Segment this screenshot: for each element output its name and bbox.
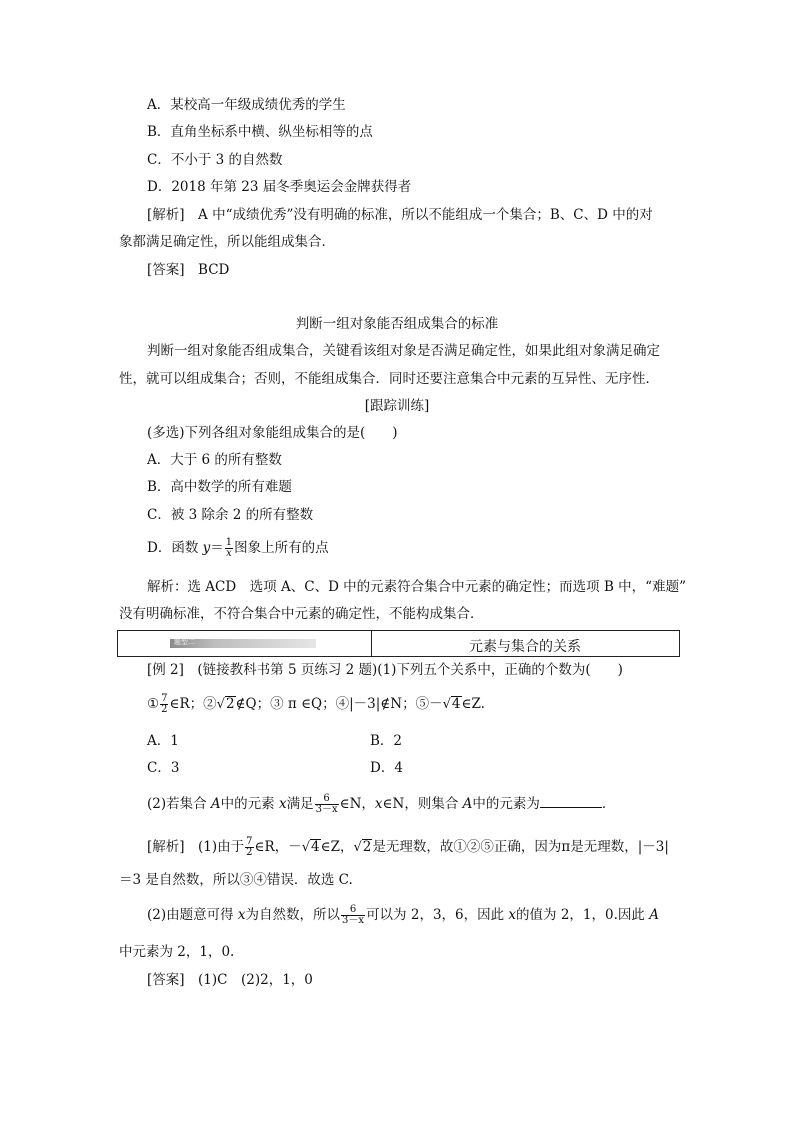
section-title: 元素与集合的关系 [469,639,581,655]
example-2-solution-line-4: 中元素为 2，1，0. [119,944,235,960]
example-2-option-d: D．4 [370,760,403,776]
practice-option-c: C．被 3 除余 2 的所有整数 [147,507,314,523]
option-a: A．某校高一年级成绩优秀的学生 [147,97,346,113]
practice-solution-line-2: 没有明确标准，不符合集合中元素的确定性，不能构成集合． [119,606,484,622]
answer-blank [540,795,602,808]
example-2-option-b: B．2 [370,733,403,749]
example-2-part-2: (2)若集合 A中的元素 x满足 $\frac{6}{3-x}$ ∈N，x∈N，则集合 A中的元素为 ． [147,793,616,815]
practice-question: (多选)下列各组对象能组成集合的是( ) [147,425,398,441]
example-2-solution-part-2: (2)由题意可得 x为自然数，所以 $\frac{6}{3-x}$ 可以为 2，3，6，因此 x的值为 2，1，0.因此 A [147,904,659,926]
fraction: $\frac{1}{x}$ [225,537,233,559]
example-2-relations: ① $\frac{7}{2}$ ∈R；②√2∉Q；③ π ∈Q；④|－3|∉N；⑤－√4∈Z. [147,693,485,715]
section-tag: 题型二 [170,639,316,648]
method-line-2: 性，就可以组成集合；否则，不能组成集合．同时还要注意集合中元素的互异性、无序性． [119,371,659,387]
practice-solution-line-1: 解析：选 ACD 选项 A、C、D 中的元素符合集合中元素的确定性；而选项 B 中，“难题” [147,579,686,595]
analysis-line-2: 象都满足确定性，所以能组成集合． [119,234,335,250]
example-2-option-c: C．3 [147,760,180,776]
section-header [117,630,680,657]
option-d: D．2018 年第 23 届冬季奥运会金牌获得者 [147,179,412,195]
practice-option-b: B．高中数学的所有难题 [147,479,292,495]
option-b: B．直角坐标系中横、纵坐标相等的点 [147,124,373,140]
example-2-solution-line-1: [解析] (1)由于 $\frac{7}{2}$ ∈R，－√4∈Z，√2是无理数，故①②⑤正确，因为π是无理数，|－3| [147,836,669,858]
example-2-intro: [例 2] (链接教科书第 5 页练习 2 题)(1)下列五个关系中，正确的个数为( ) [147,662,623,678]
method-line-1: 判断一组对象能否组成集合，关键看该组对象是否满足确定性，如果此组对象满足确定 [147,343,660,359]
practice-heading: [跟踪训练] [364,398,430,414]
example-2-option-a: A．1 [147,733,179,749]
option-c: C．不小于 3 的自然数 [147,152,283,168]
example-2-solution-line-2: ＝3 是自然数，所以③④错误．故选 C. [119,872,353,888]
practice-option-a: A．大于 6 的所有整数 [147,452,282,468]
analysis-line-1: [解析] A 中“成绩优秀”没有明确的标准，所以不能组成一个集合；B、C、D 中的对 [147,207,653,223]
practice-option-d: D．函数 y＝ $\frac{1}{x}$ 图象上所有的点 [147,537,329,559]
answer-2: [答案] (1)C (2)2，1，0 [147,972,313,988]
method-title: 判断一组对象能否组成集合的标准 [295,316,499,332]
answer-1: [答案] BCD [147,262,230,278]
